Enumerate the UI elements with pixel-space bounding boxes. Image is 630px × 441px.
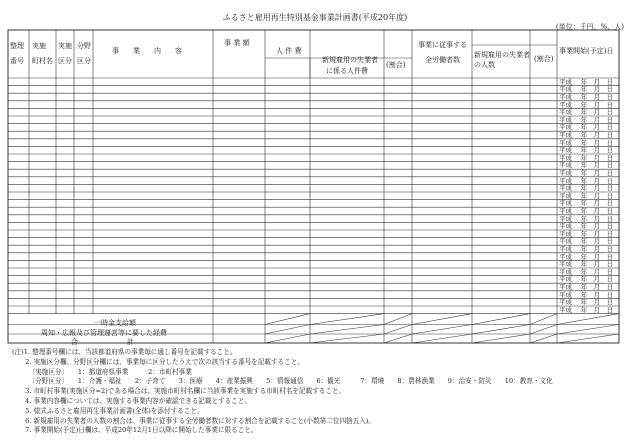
row-start-date: 平成 年 月 日 xyxy=(559,222,614,231)
row-start-date: 平成 年 月 日 xyxy=(559,108,614,117)
row-start-date: 平成 年 月 日 xyxy=(559,93,614,101)
row-start-date: 平成 年 月 日 xyxy=(559,77,614,86)
row-start-date: 平成 年 月 日 xyxy=(559,290,614,299)
row-start-date: 平成 年 月 日 xyxy=(559,131,614,139)
header-ninzu: の人数 xyxy=(474,61,495,69)
header-seiri: 整理 xyxy=(10,42,24,50)
header-shinki-jinkenhi-2: に係る人件費 xyxy=(326,67,368,75)
note-line: 7. 事業開始(予定)日欄は、平成20年12月1日以降に開始した事業に限ること。 xyxy=(12,426,258,435)
row-start-date: 平成 年 月 日 xyxy=(559,298,614,307)
unit-label: (単位：千円、%、人) xyxy=(555,23,624,31)
note-line: 2. 実施区分欄、分野区分欄には、事業毎に区分したうえで次の該当する番号を記載すること。 xyxy=(12,357,304,366)
note-line: 〔分野区分〕 1：介護・福祉 2：子育て 3：医療 4：産業振興 5：情報通信 6：観光 7：環境 8：農林漁業 9：治安・防災 10：教育・文化 xyxy=(12,377,553,386)
row-start-date: 平成 年 月 日 xyxy=(559,191,614,200)
row-start-date: 平成 年 月 日 xyxy=(559,275,614,284)
note-line: 6. 新規雇用の失業者の人数の割合は、事業に従事する全労働者数に対する割合を記載すること(小数第二位四捨五入)。 xyxy=(12,416,375,425)
row-start-date: 平成 年 月 日 xyxy=(559,260,614,269)
row-start-date: 平成 年 月 日 xyxy=(559,199,614,208)
note-line: 〔実施区分〕 1：都道府県事業 2：市町村事業 xyxy=(12,367,192,376)
row-start-date: 平成 年 月 日 xyxy=(559,161,614,170)
header-jigyogaku: 事 業 額 xyxy=(224,39,250,47)
header-bango: 番号 xyxy=(10,57,24,65)
footer-ichijikin: 一時金支給額 xyxy=(94,319,136,327)
row-start-date: 平成 年 月 日 xyxy=(559,214,614,223)
row-start-date: 平成 年 月 日 xyxy=(559,245,614,253)
row-start-date: 平成 年 月 日 xyxy=(559,184,614,193)
row-start-date: 平成 年 月 日 xyxy=(559,207,614,215)
header-jisshi: 実施 xyxy=(32,42,46,50)
row-start-date: 平成 年 月 日 xyxy=(559,237,614,246)
row-start-date: 平成 年 月 日 xyxy=(559,153,614,162)
row-start-date: 平成 年 月 日 xyxy=(559,229,614,238)
header-jigyo-naiyo: 事 業 内 容 xyxy=(112,47,182,55)
row-start-date: 平成 年 月 日 xyxy=(559,100,614,109)
header-wariai: (割合) xyxy=(386,61,406,69)
header-zenrodoshasu: 全労働者数 xyxy=(425,56,460,64)
note-line: 3. 市町村事業(実施区分=2)である場合は、実施市町村名欄に当該事業を実施する市町村名を記載すること。 xyxy=(12,387,346,396)
row-start-date: 平成 年 月 日 xyxy=(559,169,614,177)
footer-gokei: 合 計 xyxy=(71,338,134,346)
header-shinki-ninzu: 新規雇用の失業者 xyxy=(474,51,530,59)
header-bunya-kubun: 区分 xyxy=(77,57,91,65)
row-start-date: 平成 年 月 日 xyxy=(559,305,614,314)
header-kaishi: 事業開始(予定)日 xyxy=(559,47,614,55)
row-start-date: 平成 年 月 日 xyxy=(559,115,614,124)
row-start-date: 平成 年 月 日 xyxy=(559,146,614,155)
header-chosonmei: 町村名 xyxy=(32,57,53,65)
row-start-date: 平成 年 月 日 xyxy=(559,176,614,185)
header-kubun: 区分 xyxy=(58,57,72,65)
header-jugyo: 事業に従事する xyxy=(418,41,467,49)
header-wariai-2: (割合) xyxy=(534,55,554,63)
notes-section xyxy=(12,348,624,436)
row-start-date: 平成 年 月 日 xyxy=(559,85,614,94)
row-start-date: 平成 年 月 日 xyxy=(559,138,614,147)
row-start-date: 平成 年 月 日 xyxy=(559,267,614,276)
document-title: ふるさと雇用再生特別基金事業計画書(平成20年度) xyxy=(222,13,408,22)
row-start-date: 平成 年 月 日 xyxy=(559,252,614,261)
header-shinki-jinkenhi: 新規雇用の失業者 xyxy=(322,56,378,64)
footer-shuchi-koho: 周知・広報及び管理運営等に要した経費 xyxy=(41,329,167,337)
note-line: (注)1. 整理番号欄には、当該都道府県の事業毎に通し番号を記載すること。 xyxy=(12,348,237,356)
note-line: 4. 事業内容欄については、実施する事業内容が確認できる記載とすること。 xyxy=(12,396,252,405)
header-bunya: 分野 xyxy=(77,42,91,50)
header-jinkenhi: 人 件 費 xyxy=(276,47,302,55)
header-jisshi-kubun: 実施 xyxy=(58,42,72,50)
row-start-date: 平成 年 月 日 xyxy=(559,283,614,291)
note-line: 5. 様式ふるさと雇用再生事業計画書(全体)を添付すること。 xyxy=(12,406,204,415)
row-start-date: 平成 年 月 日 xyxy=(559,123,614,132)
